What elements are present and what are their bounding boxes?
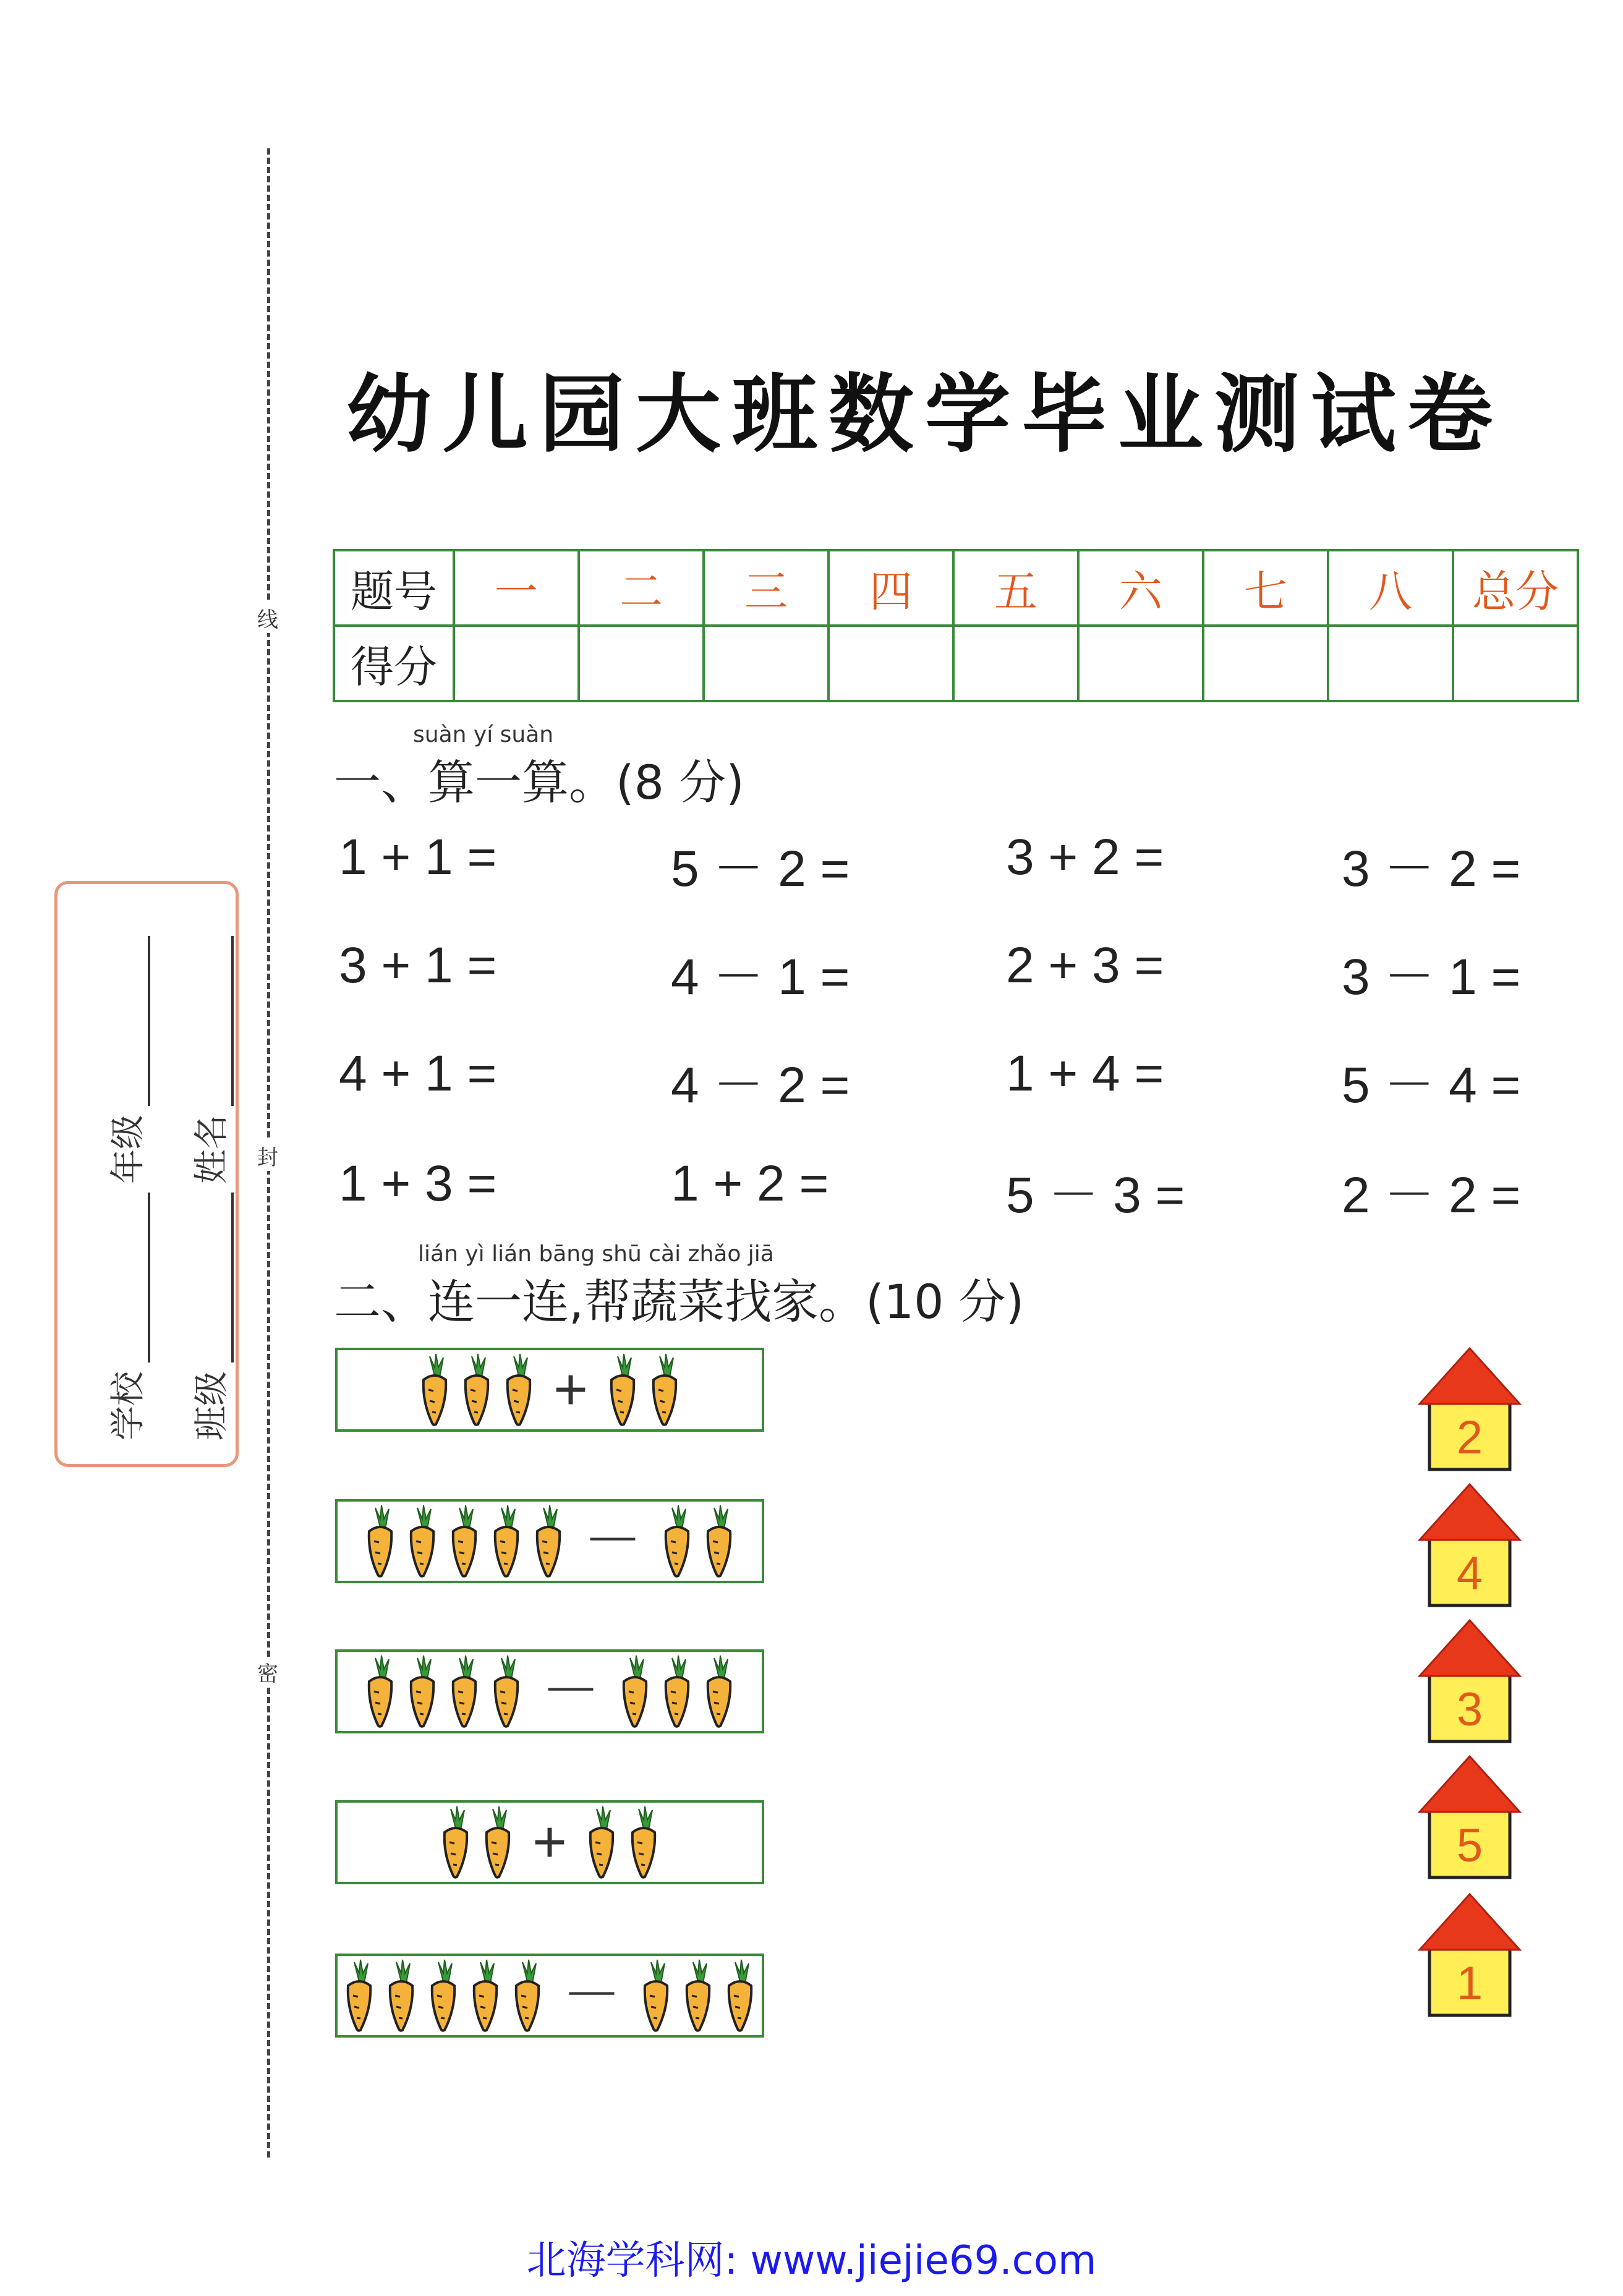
carrot-icon xyxy=(530,1504,567,1578)
column-header: 四 xyxy=(829,550,953,626)
operator: + xyxy=(532,1809,568,1875)
equation: 2 + 3 = xyxy=(1006,937,1164,993)
name-field[interactable] xyxy=(194,936,234,1106)
carrot-icon xyxy=(658,1654,696,1728)
student-info-box xyxy=(54,881,239,1467)
house[interactable] xyxy=(1417,1890,1522,2020)
footer-watermark: 北海学科网: www.jiejie69.com xyxy=(526,2238,1097,2284)
section1-pinyin: suàn yí suàn xyxy=(413,722,554,747)
column-header: 二 xyxy=(579,550,704,626)
school-grade-row xyxy=(101,927,150,1440)
page-title: 幼儿园大班数学毕业测试卷 xyxy=(346,364,1504,464)
section2-pinyin: lián yì lián bāng shū cài zhǎo jiā xyxy=(418,1241,774,1267)
carrot-icon xyxy=(404,1504,441,1578)
column-header: 三 xyxy=(704,550,829,626)
equation: 1 + 3 = xyxy=(339,1155,497,1212)
equation: 3 + 1 = xyxy=(339,937,497,993)
carrot-icon xyxy=(722,1958,759,2033)
column-header-total: 总分 xyxy=(1453,550,1578,626)
house-number: 3 xyxy=(1456,1683,1483,1736)
carrot-icon xyxy=(437,1805,474,1879)
carrot-problem-box[interactable] xyxy=(335,1348,764,1432)
carrot-icon xyxy=(383,1958,420,2033)
carrot-icon xyxy=(446,1654,483,1728)
row-label-question-number: 题号 xyxy=(334,550,454,626)
equation: 3 － 1 = xyxy=(1342,949,1521,1005)
score-cell-total[interactable] xyxy=(1453,626,1578,701)
equation: 4 － 2 = xyxy=(671,1057,850,1113)
carrot-icon xyxy=(467,1958,504,2033)
carrot-icon xyxy=(637,1958,675,2033)
grade-label: 年级 xyxy=(108,1115,148,1184)
score-cell[interactable] xyxy=(829,626,953,701)
column-header: 五 xyxy=(953,550,1078,626)
house-number: 4 xyxy=(1456,1547,1483,1600)
school-field[interactable] xyxy=(111,1193,150,1363)
carrot-icon xyxy=(701,1654,738,1728)
carrot-icon xyxy=(404,1654,441,1728)
score-cell[interactable] xyxy=(454,626,579,701)
grade-field[interactable] xyxy=(111,936,150,1106)
score-cell[interactable] xyxy=(1203,626,1328,701)
carrot-icon xyxy=(658,1504,696,1578)
class-field[interactable] xyxy=(194,1193,234,1363)
equation: 2 － 2 = xyxy=(1342,1167,1521,1223)
equation: 1 + 4 = xyxy=(1006,1045,1164,1102)
operator: － xyxy=(541,1658,600,1724)
carrot-icon xyxy=(425,1958,462,2033)
carrot-icon xyxy=(488,1654,525,1728)
column-header: 八 xyxy=(1328,550,1453,626)
column-header: 七 xyxy=(1203,550,1328,626)
carrot-icon xyxy=(625,1805,662,1879)
operator: + xyxy=(553,1356,589,1422)
house-number: 1 xyxy=(1456,1957,1483,2010)
house[interactable] xyxy=(1417,1481,1522,1610)
carrot-icon xyxy=(616,1654,654,1728)
equation: 1 + 1 = xyxy=(339,829,497,885)
carrot-icon xyxy=(583,1805,620,1879)
carrot-icon xyxy=(416,1353,453,1427)
equation: 5 － 4 = xyxy=(1342,1057,1521,1113)
equation: 3 + 2 = xyxy=(1006,829,1164,885)
seal-char-mi: 密 xyxy=(246,1657,289,1687)
carrot-icon xyxy=(701,1504,738,1578)
house[interactable] xyxy=(1417,1617,1522,1746)
class-name-row xyxy=(184,927,234,1440)
score-table xyxy=(333,549,1579,702)
carrot-icon xyxy=(362,1504,399,1578)
house-number: 2 xyxy=(1456,1411,1483,1464)
equation: 4 － 1 = xyxy=(671,949,850,1005)
seal-char-feng: 封 xyxy=(246,1141,289,1171)
carrot-problem-box[interactable] xyxy=(335,1649,764,1733)
equation: 4 + 1 = xyxy=(339,1045,497,1102)
section1-title: 一、算一算。(8 分) xyxy=(334,755,744,810)
house-number: 5 xyxy=(1456,1819,1483,1872)
carrot-problem-box[interactable] xyxy=(335,1499,764,1583)
carrot-icon xyxy=(646,1353,683,1427)
equation: 1 + 2 = xyxy=(671,1155,829,1212)
operator: － xyxy=(583,1508,642,1574)
equation: 3 － 2 = xyxy=(1342,841,1521,897)
carrot-problem-box[interactable] xyxy=(335,1800,764,1884)
column-header: 一 xyxy=(454,550,579,626)
class-label: 班级 xyxy=(192,1371,232,1440)
name-label: 姓名 xyxy=(192,1115,232,1184)
house[interactable] xyxy=(1417,1753,1522,1882)
carrot-icon xyxy=(509,1958,546,2033)
carrot-icon xyxy=(446,1504,483,1578)
carrot-icon xyxy=(458,1353,495,1427)
carrot-icon xyxy=(362,1654,399,1728)
score-cell[interactable] xyxy=(579,626,704,701)
equation: 5 － 2 = xyxy=(671,841,850,897)
carrot-icon xyxy=(679,1958,717,2033)
score-table-row-number xyxy=(334,550,1578,626)
score-cell[interactable] xyxy=(953,626,1078,701)
score-cell[interactable] xyxy=(1078,626,1203,701)
carrot-icon xyxy=(500,1353,537,1427)
house[interactable] xyxy=(1417,1345,1522,1474)
score-cell[interactable] xyxy=(1328,626,1453,701)
carrot-icon xyxy=(341,1958,378,2033)
carrot-problem-box[interactable] xyxy=(335,1954,764,2038)
equation: 5 － 3 = xyxy=(1006,1167,1185,1223)
score-table-row-score xyxy=(334,626,1578,701)
carrot-icon xyxy=(604,1353,641,1427)
operator: － xyxy=(562,1962,621,2028)
school-label: 学校 xyxy=(108,1371,148,1440)
score-cell[interactable] xyxy=(704,626,829,701)
carrot-icon xyxy=(488,1504,525,1578)
seal-char-xian: 线 xyxy=(246,603,289,633)
carrot-icon xyxy=(479,1805,516,1879)
section2-title: 二、连一连,帮蔬菜找家。(10 分) xyxy=(334,1274,1024,1329)
column-header: 六 xyxy=(1078,550,1203,626)
row-label-score: 得分 xyxy=(334,626,454,701)
